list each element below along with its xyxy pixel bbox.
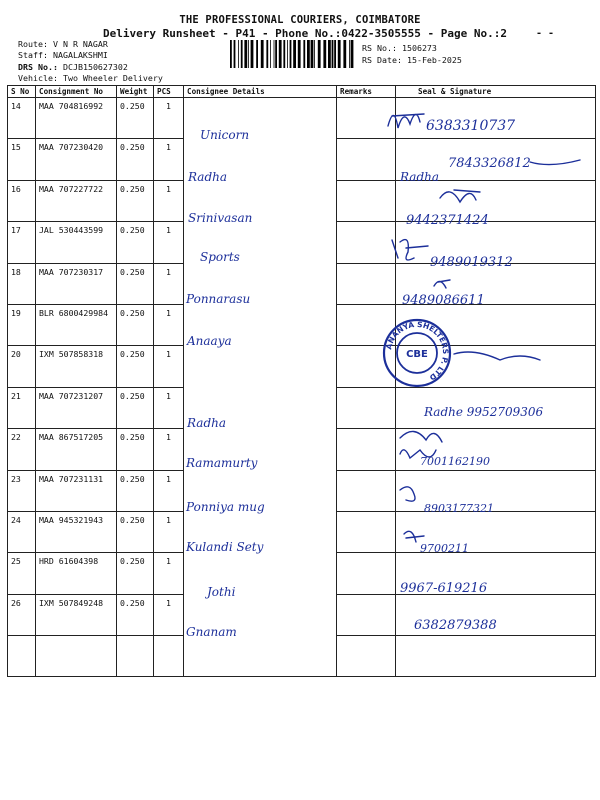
handwritten-name: Sports xyxy=(200,250,240,264)
sno-cell: 20 xyxy=(8,346,36,387)
sno-cell: 22 xyxy=(8,429,36,470)
rs-number: RS No.: 1506273 xyxy=(362,43,437,53)
consignment-cell: MAA 707230317 xyxy=(36,263,117,304)
runsheet-table xyxy=(7,85,596,677)
sno-cell: 21 xyxy=(8,387,36,428)
handwritten-phone: 9700211 xyxy=(420,542,469,555)
barcode-bar xyxy=(234,40,236,68)
col-seal-signature: Seal & Signature xyxy=(396,86,596,98)
pcs-cell: 1 xyxy=(154,98,184,139)
table-row xyxy=(8,429,596,470)
barcode-bar xyxy=(349,40,350,68)
col-remarks: Remarks xyxy=(337,86,396,98)
barcode-bar xyxy=(293,40,296,68)
empty-cell xyxy=(8,636,36,677)
consignment-cell: HRD 61604398 xyxy=(36,553,117,594)
drs-number xyxy=(18,62,128,72)
barcode-bar xyxy=(238,40,239,68)
handwritten-phone: 9967-619216 xyxy=(400,581,488,596)
handwritten-phone: 6383310737 xyxy=(426,118,516,134)
route-label: Route: V N R NAGAR xyxy=(18,39,108,49)
barcode-bar xyxy=(328,40,331,68)
remarks-cell xyxy=(337,429,396,470)
remarks-cell xyxy=(337,553,396,594)
pcs-cell: 1 xyxy=(154,180,184,221)
sno-cell: 16 xyxy=(8,180,36,221)
pcs-cell: 1 xyxy=(154,470,184,511)
handwritten-phone: 8903177321 xyxy=(424,502,494,515)
pcs-cell: 1 xyxy=(154,387,184,428)
table-footer-space xyxy=(8,636,596,677)
barcode-bar xyxy=(241,40,243,68)
sno-cell: 18 xyxy=(8,263,36,304)
handwritten-phone: 9442371424 xyxy=(406,213,489,228)
consignment-cell: MAA 945321943 xyxy=(36,511,117,552)
weight-cell: 0.250 xyxy=(117,98,154,139)
handwritten-phone: Radha xyxy=(400,170,440,184)
handwritten-name: Gnanam xyxy=(186,625,237,639)
barcode-bar xyxy=(274,40,275,68)
barcode-bar xyxy=(248,40,249,68)
consignment-cell: MAA 704816992 xyxy=(36,98,117,139)
page-subtitle: Delivery Runsheet - P41 - Phone No.:0422-3505555 - Page No.:2 xyxy=(103,27,507,40)
handwritten-phone: 9489019312 xyxy=(430,255,513,270)
empty-cell xyxy=(117,636,154,677)
barcode-bar xyxy=(290,40,292,68)
sno-cell: 24 xyxy=(8,511,36,552)
staff-label: Staff: NAGALAKSHMI xyxy=(18,50,108,60)
sno-cell: 14 xyxy=(8,98,36,139)
col-pcs: PCS xyxy=(154,86,184,98)
weight-cell: 0.250 xyxy=(117,553,154,594)
barcode-image xyxy=(230,40,355,68)
vehicle-label: Vehicle: Two Wheeler Delivery xyxy=(18,73,163,83)
handwritten-name: Ramamurty xyxy=(186,456,258,470)
empty-cell xyxy=(184,636,337,677)
barcode-bar xyxy=(256,40,258,68)
pcs-cell: 1 xyxy=(154,511,184,552)
handwritten-name: Ponniya mug xyxy=(186,500,265,514)
sno-cell: 17 xyxy=(8,222,36,263)
barcode-bar xyxy=(244,40,247,68)
consignment-cell: IXM 507849248 xyxy=(36,594,117,635)
barcode-bar xyxy=(351,40,354,68)
barcode-bar xyxy=(343,40,346,68)
sno-cell: 23 xyxy=(8,470,36,511)
barcode-bar xyxy=(279,40,282,68)
handwritten-name: Radha xyxy=(187,416,227,430)
handwritten-name: Radha xyxy=(188,170,228,184)
consignment-cell: IXM 507858318 xyxy=(36,346,117,387)
barcode-bar xyxy=(338,40,341,68)
seal-ring-text: ANANYA SHELTERS P. LTD xyxy=(384,319,451,383)
consignment-cell: JAL 530443599 xyxy=(36,222,117,263)
table-row xyxy=(8,594,596,635)
drs-label: DRS No.: xyxy=(18,62,58,72)
consignment-cell: MAA 867517205 xyxy=(36,429,117,470)
table-row xyxy=(8,553,596,594)
consignment-cell: MAA 707231131 xyxy=(36,470,117,511)
weight-cell: 0.250 xyxy=(117,594,154,635)
barcode-bar xyxy=(323,40,326,68)
empty-cell xyxy=(36,636,117,677)
barcode-bar xyxy=(230,40,232,68)
pcs-cell: 1 xyxy=(154,346,184,387)
remarks-cell xyxy=(337,139,396,180)
weight-cell: 0.250 xyxy=(117,222,154,263)
remarks-cell xyxy=(337,594,396,635)
barcode-bar xyxy=(311,40,314,68)
handwritten-name: Unicorn xyxy=(200,128,250,142)
pcs-cell: 1 xyxy=(154,594,184,635)
handwritten-name: Kulandi Sety xyxy=(186,540,264,554)
consignee-cell xyxy=(184,346,337,387)
weight-cell: 0.250 xyxy=(117,429,154,470)
consignment-cell: MAA 707227722 xyxy=(36,180,117,221)
sno-cell: 19 xyxy=(8,304,36,345)
remarks-cell xyxy=(337,470,396,511)
barcode-bar xyxy=(332,40,334,68)
barcode-bar xyxy=(298,40,301,68)
pcs-cell: 1 xyxy=(154,553,184,594)
weight-cell: 0.250 xyxy=(117,470,154,511)
barcode-bar xyxy=(270,40,271,68)
remarks-cell xyxy=(337,387,396,428)
handwritten-name: Ponnarasu xyxy=(186,292,251,306)
pcs-cell: 1 xyxy=(154,222,184,263)
barcode-bar xyxy=(303,40,305,68)
handwritten-phone: 9489086611 xyxy=(402,293,485,308)
barcode-bar xyxy=(275,40,277,68)
remarks-cell xyxy=(337,222,396,263)
table-row xyxy=(8,346,596,387)
handwritten-phone: Radhe 9952709306 xyxy=(424,405,544,419)
weight-cell: 0.250 xyxy=(117,511,154,552)
table-row xyxy=(8,180,596,221)
barcode-bar xyxy=(314,40,315,68)
table-header-row xyxy=(8,86,596,98)
page-title: THE PROFESSIONAL COURIERS, COIMBATORE xyxy=(179,14,421,26)
handwritten-name: Anaaya xyxy=(187,334,232,348)
handwritten-phone: 7843326812 xyxy=(448,156,531,171)
header-dashes: - - xyxy=(536,28,555,39)
seal-center-text: CBE xyxy=(406,349,428,360)
consignment-cell: MAA 707230420 xyxy=(36,139,117,180)
table-row xyxy=(8,511,596,552)
handwritten-name: Jothi xyxy=(207,585,236,599)
handwritten-phone: 6382879388 xyxy=(414,618,497,633)
empty-cell xyxy=(337,636,396,677)
barcode-bar xyxy=(266,40,268,68)
table-row xyxy=(8,470,596,511)
barcode-bar xyxy=(261,40,264,68)
remarks-cell xyxy=(337,98,396,139)
pcs-cell: 1 xyxy=(154,263,184,304)
remarks-cell xyxy=(337,180,396,221)
barcode-bar xyxy=(283,40,285,68)
remarks-cell xyxy=(337,511,396,552)
drs-value: DCJB150627302 xyxy=(62,62,128,72)
barcode-bar xyxy=(287,40,288,68)
weight-cell: 0.250 xyxy=(117,387,154,428)
remarks-cell xyxy=(337,263,396,304)
pcs-cell: 1 xyxy=(154,429,184,470)
col-consignee: Consignee Details xyxy=(184,86,337,98)
company-seal-stamp xyxy=(382,318,452,388)
sno-cell: 15 xyxy=(8,139,36,180)
weight-cell: 0.250 xyxy=(117,304,154,345)
barcode-bar xyxy=(334,40,336,68)
rs-date: RS Date: 15-Feb-2025 xyxy=(362,55,462,65)
col-weight: Weight xyxy=(117,86,154,98)
weight-cell: 0.250 xyxy=(117,346,154,387)
barcode-bar xyxy=(251,40,254,68)
empty-cell xyxy=(154,636,184,677)
handwritten-phone: 7001162190 xyxy=(420,455,490,468)
consignment-cell: BLR 6800429984 xyxy=(36,304,117,345)
handwritten-name: Srinivasan xyxy=(188,211,253,225)
pcs-cell: 1 xyxy=(154,304,184,345)
weight-cell: 0.250 xyxy=(117,139,154,180)
empty-cell xyxy=(396,636,596,677)
barcode-bar xyxy=(307,40,310,68)
sno-cell: 26 xyxy=(8,594,36,635)
col-consignment: Consignment No xyxy=(36,86,117,98)
consignment-cell: MAA 707231207 xyxy=(36,387,117,428)
sno-cell: 25 xyxy=(8,553,36,594)
table-row xyxy=(8,304,596,345)
barcode-bar xyxy=(318,40,321,68)
pcs-cell: 1 xyxy=(154,139,184,180)
col-sno: S No xyxy=(8,86,36,98)
weight-cell: 0.250 xyxy=(117,263,154,304)
weight-cell: 0.250 xyxy=(117,180,154,221)
